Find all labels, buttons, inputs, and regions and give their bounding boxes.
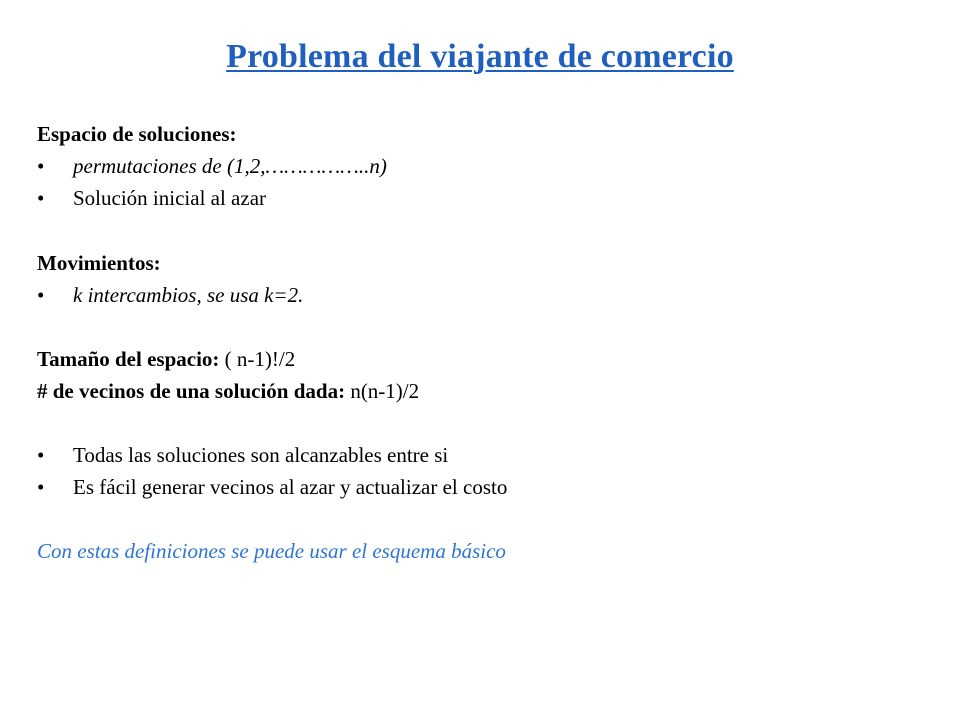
- movimientos-bullet-1: k intercambios, se usa k=2.: [73, 283, 304, 307]
- bullet-icon: •: [37, 154, 45, 178]
- bullet-icon: •: [37, 443, 45, 467]
- list-item: [37, 185, 266, 211]
- propiedad-1: Todas las soluciones son alcanzables entre si: [73, 443, 449, 467]
- vecinos-value: n(n-1)/2: [345, 379, 420, 403]
- movimientos-heading: Movimientos:: [37, 251, 161, 275]
- conclusion: Con estas definiciones se puede usar el esquema básico: [37, 539, 506, 563]
- list-item: [37, 442, 448, 468]
- propiedad-2: Es fácil generar vecinos al azar y actualizar el costo: [73, 475, 508, 499]
- bullet-icon: •: [37, 475, 45, 499]
- tamano-line: [37, 346, 295, 372]
- list-item: [37, 474, 507, 500]
- tamano-value: ( n-1)!/2: [219, 347, 296, 371]
- slide-title: Problema del viajante de comercio: [226, 38, 734, 75]
- list-item: [37, 153, 387, 179]
- vecinos-label: # de vecinos de una solución dada:: [37, 379, 346, 403]
- bullet-icon: •: [37, 186, 45, 210]
- list-item: [37, 282, 303, 308]
- espacio-bullet-2: Solución inicial al azar: [73, 186, 267, 210]
- espacio-heading: Espacio de soluciones:: [37, 122, 237, 146]
- espacio-bullet-1: permutaciones de (1,2,……………..n): [73, 154, 387, 178]
- bullet-icon: •: [37, 283, 45, 307]
- tamano-label: Tamaño del espacio:: [37, 347, 220, 371]
- vecinos-line: [37, 378, 419, 404]
